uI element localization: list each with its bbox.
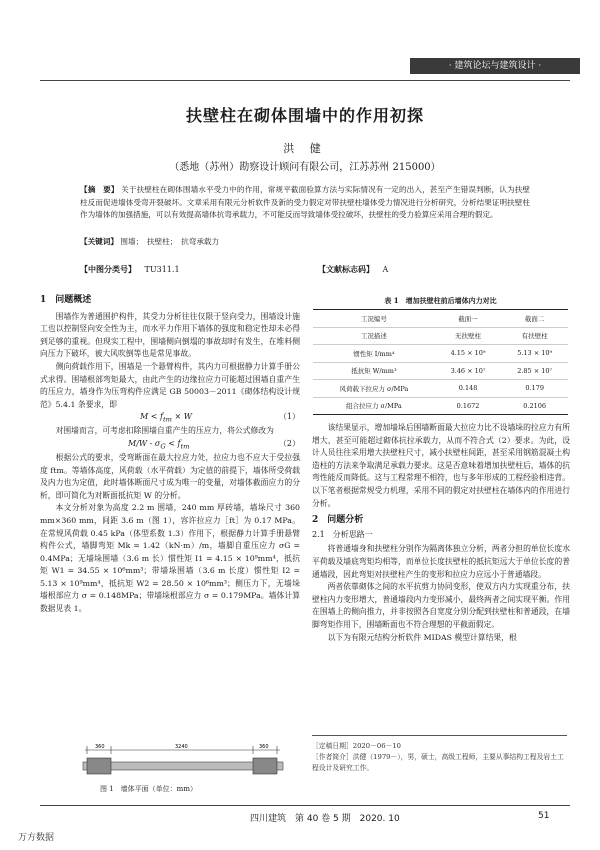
equation-1-body: $M < f_{tm} \times W$: [140, 412, 192, 424]
table-row: [313, 397, 568, 415]
equation-1: [40, 411, 300, 425]
dimension-label: 360: [95, 744, 105, 750]
document-code: [318, 264, 388, 275]
abstract-label: 【摘 要】: [80, 185, 119, 194]
paragraph: 侧向荷载作用下，围墙是一个悬臂构件，其内力可根据静力计算手册公式求得。围墙根部弯矩最大，由此产生的边缘拉应力可能超过围墙自重产生的压应力，墙身作为压弯构件应满足 GB 50003－2011《砌体结构设计规范》5.4.1 条要求，即: [40, 361, 300, 409]
pilaster: [87, 758, 111, 774]
keywords-label: 【关键词】: [80, 237, 118, 246]
footnote: [312, 741, 570, 774]
table-header-row: [313, 310, 568, 328]
table-cell: 4.15 × 10⁹: [435, 345, 502, 363]
paragraph: 以下为有限元结构分析软件 MIDAS 模型计算结果，根: [327, 632, 517, 642]
table-cell: 3.46 × 10⁷: [435, 362, 502, 380]
equation-2: [40, 438, 300, 452]
classification-value: TU311.1: [144, 265, 180, 274]
table-cell: 工况描述: [313, 327, 435, 345]
table-cell: 组合拉应力 σ/MPa: [313, 397, 435, 415]
header-rule: [40, 80, 570, 81]
classification: [80, 264, 180, 275]
paragraph: 将普通墙身和扶壁柱分别作为隔离体独立分析，两者分担的单位长度水平荷载及墙底弯矩均相等，而单位长度扶壁柱的抵抗矩远大于单位长度的普通墙段，因此弯矩对扶壁柱产生的变形和拉应力应远小于普通墙段。: [312, 544, 570, 579]
table-cell: 惯性矩 I/mm⁴: [313, 345, 435, 363]
article-author: 洪 健: [283, 142, 327, 155]
journal-footer: 四川建筑 第 40 卷 5 期 2020. 10: [250, 814, 400, 824]
article-title: 扶壁柱在砌体围墙中的作用初探: [185, 106, 424, 125]
table-cell: 无扶壁柱: [435, 327, 502, 345]
keywords-text: 围墙； 扶壁柱； 抗弯承载力: [120, 237, 220, 246]
keywords: [80, 236, 530, 248]
table-cell: 抵抗矩 W/mm³: [313, 362, 435, 380]
table-cell: 0.148: [435, 380, 502, 398]
author-bio: ［作者简介］洪健（1979－），男，硕士，高级工程师，主要从事结构工程及岩土工程设计及研究工作。: [312, 753, 564, 772]
footer-rule: [40, 805, 570, 806]
table-cell: 2.85 × 10⁷: [501, 362, 568, 380]
table-1: [313, 296, 568, 415]
table-cell: 0.179: [501, 380, 568, 398]
equation-1-number: （1）: [278, 412, 300, 422]
abstract: [80, 184, 530, 222]
table-cell: 风荷载下拉应力 σ/MPa: [313, 380, 435, 398]
table-row: [313, 327, 568, 345]
document-code-value: A: [382, 265, 389, 274]
table-cell: 0.2106: [501, 397, 568, 415]
paragraph: 根据公式的要求，受弯断面在最大拉应力处，拉应力也不应大于受拉强度 ftm。等墙体高度，风荷载（水平荷载）为定值的前提下，墙体所受荷载及内力也为定值，此时墙体断面尺寸成为唯一的变量，对墙体截面应力的分析，即可简化为对断面抵抗矩 W 的分析。: [40, 452, 300, 500]
table-row: [313, 380, 568, 398]
table-header-cell: 截面二: [501, 310, 568, 328]
table-row: [313, 345, 568, 363]
equation-2-number: （2）: [278, 438, 300, 448]
right-column: [312, 422, 570, 644]
figure-1-wall-plan: [75, 742, 290, 782]
section-heading-1: 1 问题概述: [40, 295, 92, 305]
pilaster: [253, 758, 277, 774]
footnote-rule: [312, 735, 567, 736]
comparison-table: [313, 309, 568, 415]
paragraph: 该结果显示，增加墙垛后围墙断面最大拉应力比不设墙垛的拉应力有所增大，甚至可能超过砌体抗拉承载力，从而不符合式（2）要求。为此，设计人员往往采用增大扶壁柱尺寸，减小扶壁柱间距，甚至采用钢筋混凝土构造柱的方法来争取满足承载力要求。这是否意味着增加扶壁柱后，墙体的抗弯性能反而降低。这与工程常理不相符，也与多年形成的工程经验相违背。以下笔者根据常规受力机理，采用不同的假定对扶壁柱在墙体内的作用进行分析。: [312, 423, 570, 508]
watermark: 万方数据: [18, 833, 55, 843]
table-row: [313, 362, 568, 380]
subsection-heading: 2.1 分析思路一: [312, 529, 373, 539]
paragraph: 本文分析对象为高度 2.2 m 围墙，240 mm 厚砖墙，墙垛尺寸 360 mm×360 mm，间距 3.6 m（图 1），容许拉应力［ft］为 0.17 MPa。在常规风荷载 0.45 kPa（体型系数 1.3）作用下，根据静力计算手册悬臂构件公式，墙脚弯矩 Mk = 1.42（kN·m）/m，墙脚自重压应力 σG = 0.4MPa；无墙垛围墙（3.6 m 长）惯性矩 I1 = 4.15 × 10⁹mm⁴，抵抗矩 W1 = 34.55 × 10⁶mm³；带墙垛围墙（3.6 m 长度）惯性矩 I2 = 5.13 × 10⁹mm⁴，抵抗矩 W2 = 28.50 × 10⁶mm³；侧压力下，无墙垛墙根部应力 σ = 0.148MPa；带墙垛根部应力 σ = 0.179MPa。墙体计算数据见表 1。: [40, 503, 300, 614]
table-cell: 有扶壁柱: [501, 327, 568, 345]
paragraph: 围墙作为普通围护构件，其受力分析往往仅限于竖向受力，围墙设计施工也以控制竖向安全性为主，而水平力作用下墙体的强度和稳定性却未必得到足够的重视。但现实工程中，围墙侧向倒塌的事故却时有发生，在堆料侧向压力下破坏，被大风吹倒等也是常见事故。: [40, 311, 300, 359]
table-cell: 5.13 × 10⁹: [501, 345, 568, 363]
dimension-label: 360: [259, 744, 269, 750]
page-number: 51: [538, 811, 550, 821]
section-heading-2: 2 问题分析: [312, 515, 364, 526]
classification-label: 【中图分类号】: [80, 264, 136, 274]
table-cell: 0.1672: [435, 397, 502, 415]
author-affiliation: （悉地（苏州）勘察设计顾问有限公司，江苏苏州 215000）: [169, 162, 441, 173]
table-header-cell: 截面一: [435, 310, 502, 328]
table-caption: 表 1 增加扶壁柱前后墙体内力对比: [384, 296, 497, 305]
figure-1-caption: 图 1 墙体平面（单位：mm）: [100, 785, 197, 793]
equation-2-body: $M/W - \sigma_G < f_{tm}$: [128, 438, 190, 451]
paragraph: 对围墙而言，可考虑扣除围墙自重产生的压应力，将公式修改为: [55, 426, 274, 436]
left-column: [40, 294, 300, 616]
paragraph: 两者依靠砌体之间的水平抗剪力协同变形，使双方内力实现重分布，扶壁柱内力变形增大，普通墙段内力变形减小，最终两者之间实现平衡。作用在围墙上的侧向推力，并非按照各自宽度分别分配到扶壁柱和普通段，在墙脚弯矩作用下，围墙断面也不符合理想的平截面假定。: [312, 582, 570, 629]
dimension-label: 3240: [175, 744, 188, 750]
document-code-label: 【文献标志码】: [318, 264, 374, 274]
received-date: ［定稿日期］2020－06－10: [312, 742, 401, 750]
table-header-cell: 工况编号: [313, 310, 435, 328]
abstract-text: 关于扶壁柱在砌体围墙水平受力中的作用，常规平截面验算方法与实际情况有一定的出入，甚至产生错误判断，认为扶壁柱反而促进墙体受弯开裂破坏。文章采用有限元分析软件及新的受力假定对带扶壁柱墙体受力情况进行分析研究，分析结果证明扶壁柱作为墙体的加强措施，可以有效提高墙体抗弯承载力，不可能反而导致墙体受拉破坏，扶壁柱的受力验算应采用合理的假定。: [80, 185, 531, 219]
section-tag: · 建筑论坛与建筑设计 ·: [410, 58, 580, 74]
